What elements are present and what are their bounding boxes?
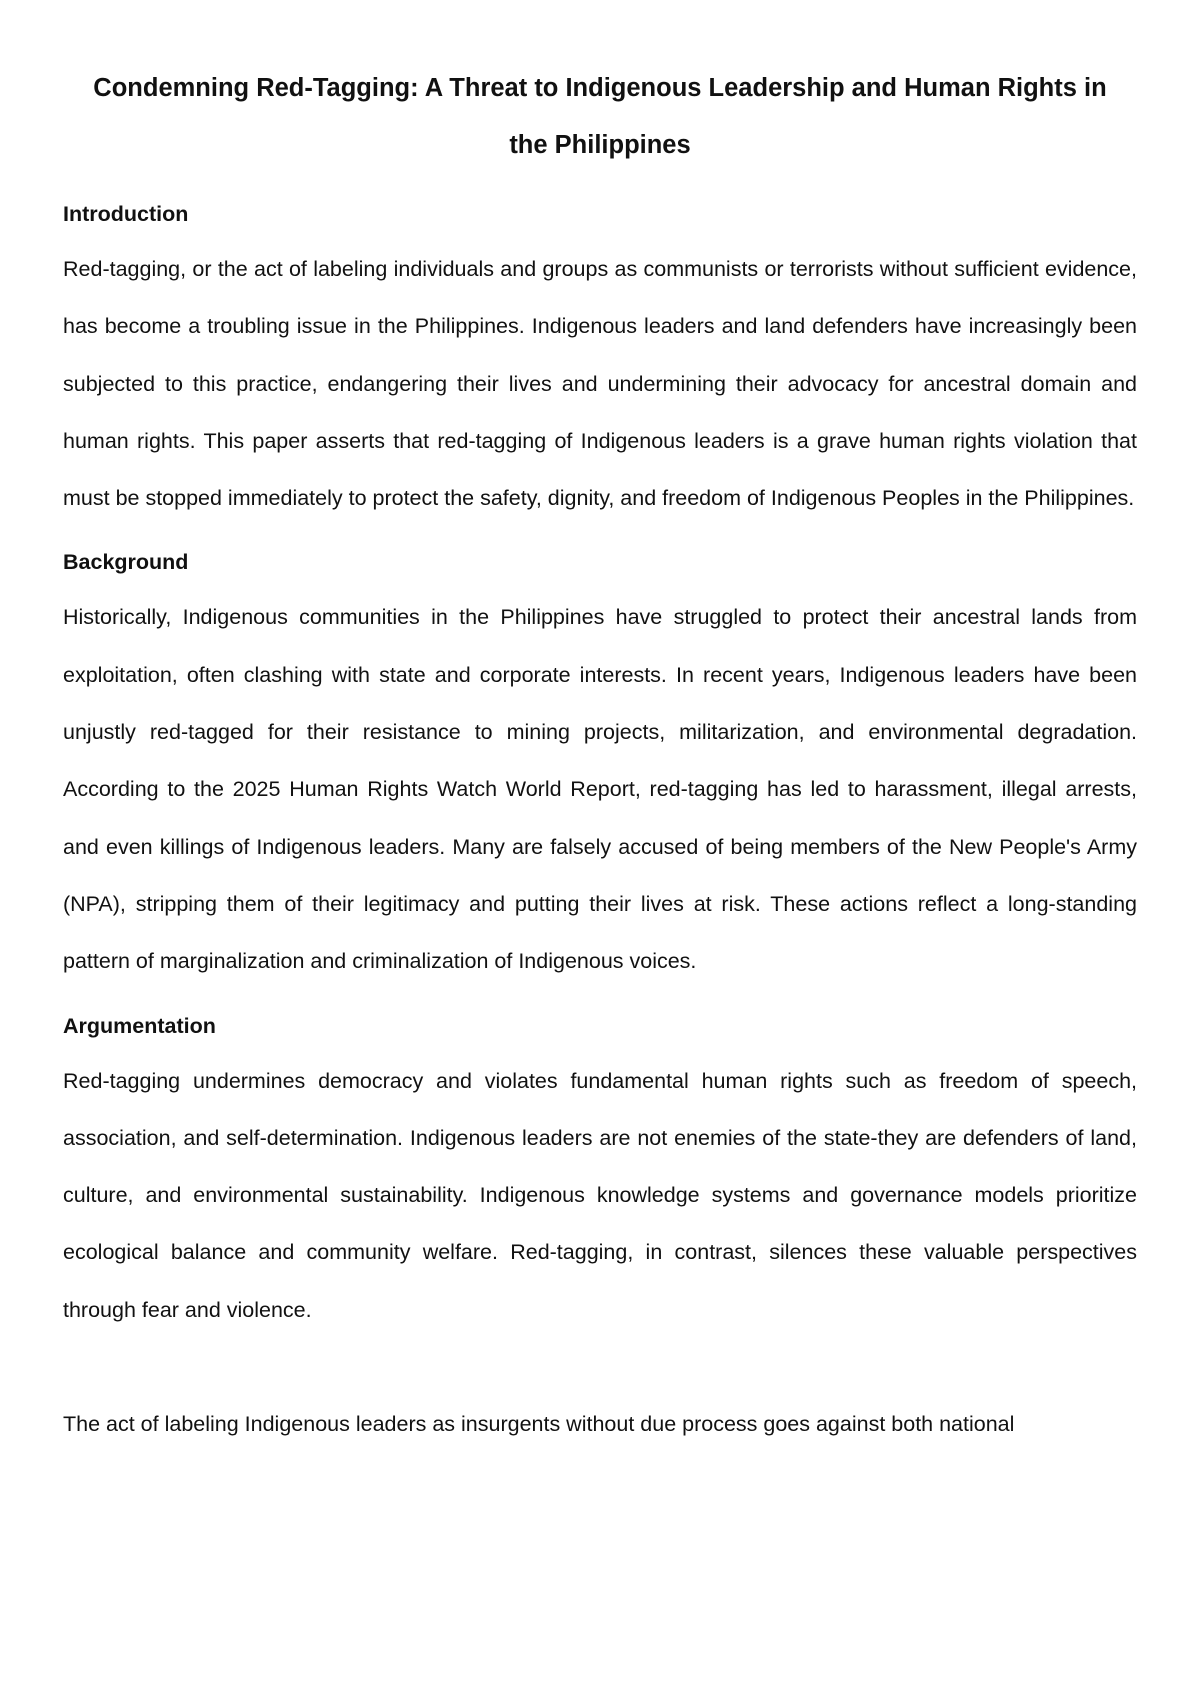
section-introduction <box>63 199 1137 527</box>
background-paragraph: Historically, Indigenous communities in the Philippines have struggled to protect their ancestral lands from exploitation, often clashing with state and corporate interests. In recent years, Indigenous leaders have been unjustly red-tagged for their resistance to mining projects, militarization, and environmental degradation. According to the 2025 Human Rights Watch World Report, red-tagging has led to harassment, illegal arrests, and even killings of Indigenous leaders. Many are falsely accused of being members of the New People's Army (NPA), stripping them of their legitimacy and putting their lives at risk. These actions reflect a long-standing pattern of marginalization and criminalization of Indigenous voices. <box>63 605 1137 974</box>
section-argumentation <box>63 1011 1137 1454</box>
section-heading-introduction: Introduction <box>63 202 189 226</box>
document-title: Condemning Red-Tagging: A Threat to Indigenous Leadership and Human Rights in the Philippines <box>93 74 1107 159</box>
argumentation-paragraph-2: The act of labeling Indigenous leaders as insurgents without due process goes against both national <box>63 1412 1015 1437</box>
argumentation-paragraph-1: Red-tagging undermines democracy and violates fundamental human rights such as freedom of speech, association, and self-determination. Indigenous leaders are not enemies of the state-they are defenders of land, culture, and environmental sustainability. Indigenous knowledge systems and governance models prioritize ecological balance and community welfare. Red-tagging, in contrast, silences these valuable perspectives through fear and violence. <box>63 1068 1137 1322</box>
section-background <box>63 547 1137 990</box>
section-heading-background: Background <box>63 550 189 575</box>
section-heading-argumentation: Argumentation <box>63 1013 216 1038</box>
introduction-paragraph: Red-tagging, or the act of labeling individuals and groups as communists or terrorists without sufficient evidence, has become a troubling issue in the Philippines. Indigenous leaders and land defenders have increasingly been subjected to this practice, endangering their lives and undermining their advocacy for ancestral domain and human rights. This paper asserts that red-tagging of Indigenous leaders is a grave human rights violation that must be stopped immediately to protect the safety, dignity, and freedom of Indigenous Peoples in the Philippines. <box>63 257 1137 511</box>
